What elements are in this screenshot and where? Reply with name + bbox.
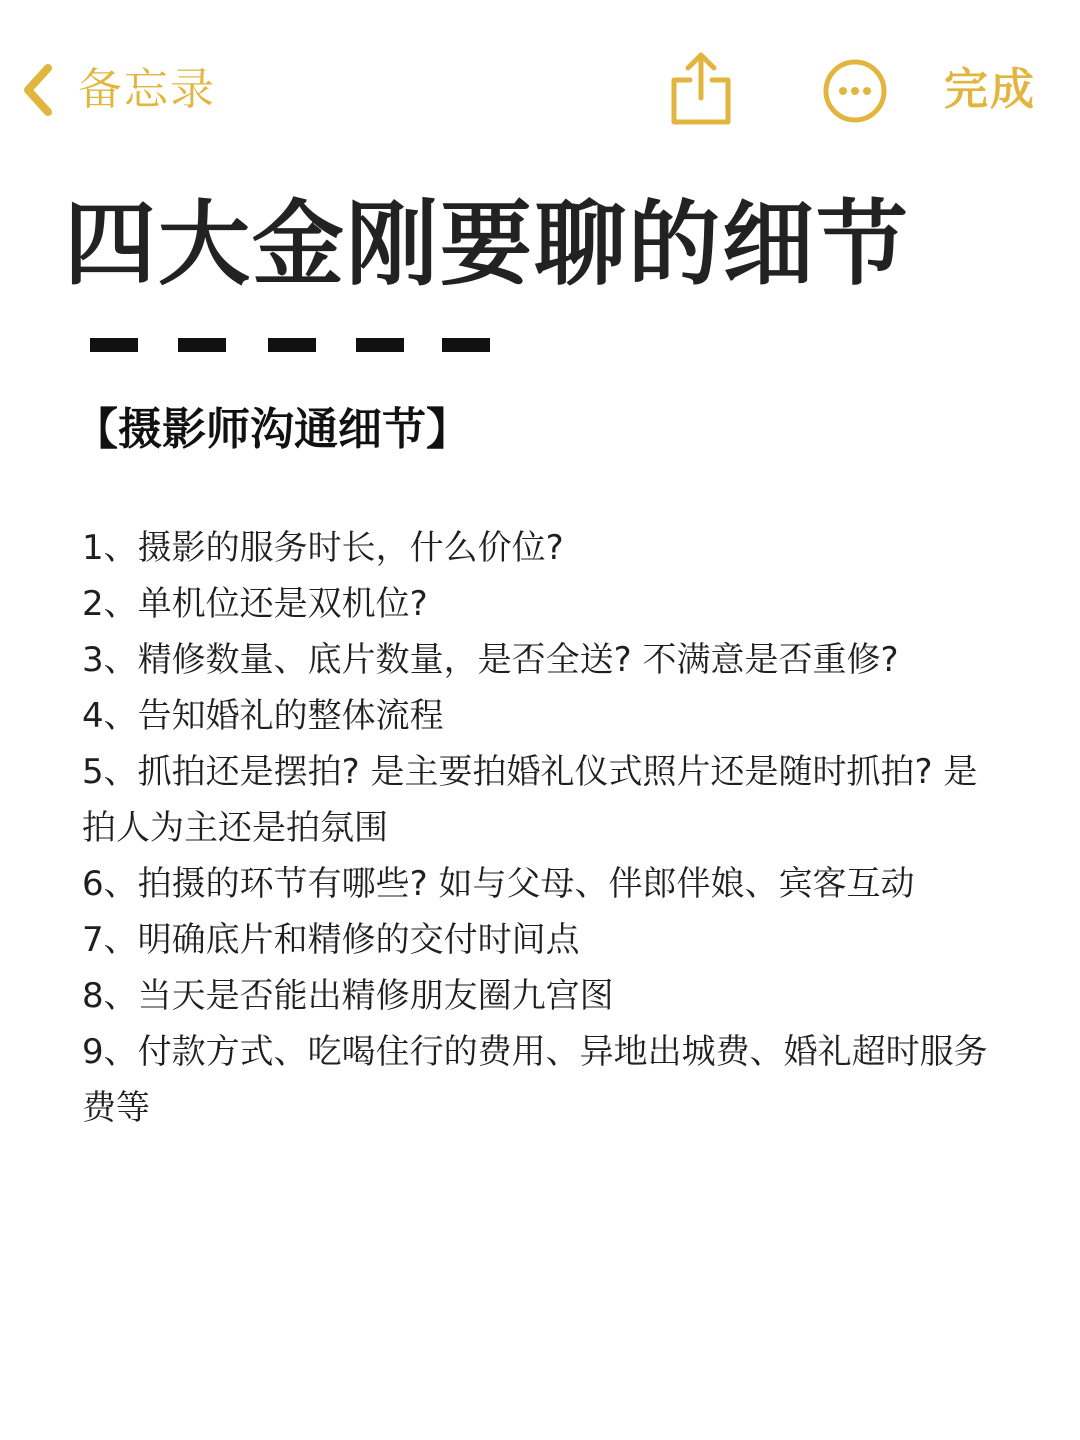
done-button[interactable]: 完成	[944, 64, 1036, 115]
list-item: 4、告知婚礼的整体流程	[82, 696, 444, 736]
list-item: 1、摄影的服务时长，什么价位?	[82, 528, 564, 568]
more-icon[interactable]	[822, 58, 888, 124]
dash-segment	[442, 338, 490, 352]
dash-segment	[356, 338, 404, 352]
list-item: 7、明确底片和精修的交付时间点	[82, 920, 580, 960]
dash-segment	[90, 338, 138, 352]
list-item: 9、付款方式、吃喝住行的费用、异地出城费、婚礼超时服务费等	[82, 1032, 988, 1128]
note-title: 四大金刚要聊的细节	[64, 191, 911, 298]
chevron-left-icon	[18, 58, 58, 122]
dash-segment	[268, 338, 316, 352]
list-item: 6、拍摄的环节有哪些? 如与父母、伴郎伴娘、宾客互动	[82, 864, 915, 904]
nav-bar	[0, 0, 1080, 180]
list-item: 3、精修数量、底片数量，是否全送? 不满意是否重修?	[82, 640, 899, 680]
share-icon[interactable]	[668, 50, 734, 126]
list-item: 2、单机位还是双机位?	[82, 584, 428, 624]
back-button[interactable]	[18, 58, 216, 122]
list-item: 8、当天是否能出精修朋友圈九宫图	[82, 976, 614, 1016]
dash-segment	[178, 338, 226, 352]
back-label: 备忘录	[78, 64, 216, 115]
dash-divider	[90, 338, 510, 352]
list-item: 5、抓拍还是摆拍? 是主要拍婚礼仪式照片还是随时抓拍? 是拍人为主还是拍氛围	[82, 752, 978, 848]
section-heading: 【摄影师沟通细节】	[74, 404, 470, 455]
note-item-list	[82, 520, 1002, 1136]
